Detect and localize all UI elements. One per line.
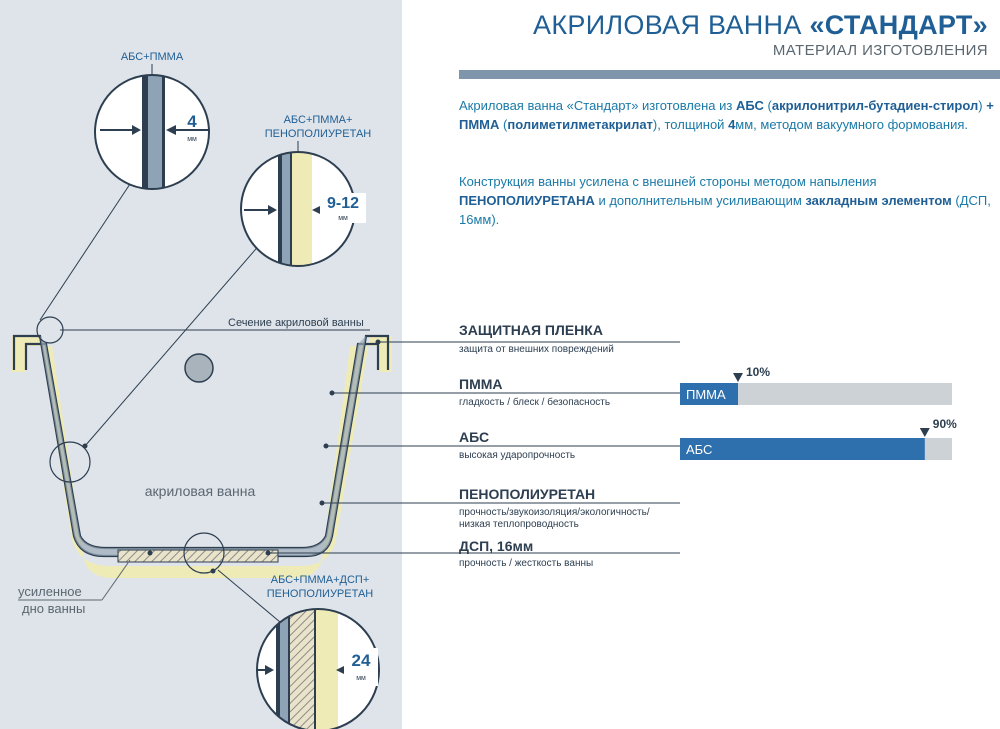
bold-text-run: полиметилметакрилат	[507, 117, 653, 132]
callout-bottom-value: 24	[351, 651, 371, 670]
bar-label: АБС	[686, 442, 713, 457]
layer-desc-foam-2: низкая теплопроводность	[459, 519, 579, 530]
layer-dot	[324, 444, 329, 449]
layer-dot	[320, 501, 325, 506]
callout-middle-title-1: АБС+ПММА+	[283, 114, 353, 126]
bold-text-run: ПЕНОПОЛИУРЕТАНА	[459, 193, 595, 208]
bar-marker	[920, 428, 930, 437]
callout-top-value: 4	[187, 112, 197, 131]
layer-name-chipboard: ДСП, 16мм	[459, 538, 534, 554]
bar-marker	[733, 373, 743, 382]
bar-percent: 10%	[746, 365, 771, 379]
bar-pmma	[680, 365, 952, 405]
layer-name-film: ЗАЩИТНАЯ ПЛЕНКА	[459, 322, 603, 338]
reinforced-label-2: дно ванны	[22, 601, 86, 616]
callout-middle-value: 9-12	[326, 195, 360, 212]
callout-bottom-title-1: АБС+ПММА+ДСП+	[270, 574, 370, 586]
callout-bottom-title-2: ПЕНОПОЛИУРЕТАН	[266, 588, 374, 600]
layer-dot	[376, 340, 381, 345]
callout-bottom	[257, 574, 379, 729]
bold-text-run: акрилонитрил-бутадиен-стирол	[771, 98, 979, 113]
layer-desc-film: защита от внешних повреждений	[459, 344, 614, 355]
layer-name-abs: АБС	[459, 429, 490, 445]
bar-label: ПММА	[686, 387, 726, 402]
text-run: (	[763, 98, 772, 113]
text-run: (ДСП, 16мм).	[459, 193, 991, 227]
zoom-marker-top	[37, 317, 63, 343]
bar-fill	[680, 438, 925, 460]
drain-hole	[185, 354, 213, 382]
text-run: Конструкция ванны усилена с внешней стороны методом напыления	[459, 174, 877, 189]
callout-middle-title-2: ПЕНОПОЛИУРЕТАН	[264, 128, 372, 140]
page-subtitle: МАТЕРИАЛ ИЗГОТОВЛЕНИЯ	[772, 42, 988, 59]
tub-section	[12, 336, 392, 578]
layer-desc-pmma: гладкость / блеск / безопасность	[459, 397, 611, 408]
text-run: )	[978, 98, 987, 113]
bold-text-run: закладным элементом	[805, 193, 952, 208]
text-run: и дополнительным усиливающим	[594, 193, 806, 208]
layer-name-pmma: ПММА	[459, 376, 503, 392]
anchor-dot	[266, 551, 271, 556]
anchor-dot	[148, 551, 153, 556]
callout-top-title: АБС+ПММА	[120, 51, 184, 63]
callout-top	[95, 51, 210, 200]
tub-label: акриловая ванна	[144, 483, 256, 499]
composition-bars	[680, 365, 957, 460]
layer-desc-foam-1: прочность/звукоизоляция/экологичность/	[459, 507, 650, 518]
callout-leader-middle	[85, 235, 268, 446]
section-label: Сечение акриловой ванны	[228, 317, 364, 329]
bar-abs	[680, 417, 957, 460]
layer-desc-abs: высокая ударопрочность	[459, 450, 576, 461]
callout-bottom-unit: мм	[356, 675, 366, 682]
layer-desc-chipboard: прочность / жесткость ванны	[459, 558, 594, 569]
text-run: мм, методом вакуумного формования.	[735, 117, 968, 132]
layer-name-foam: ПЕНОПОЛИУРЕТАН	[459, 486, 596, 502]
chipboard-insert	[118, 550, 278, 562]
text-run: (	[499, 117, 508, 132]
bar-percent: 90%	[932, 417, 957, 431]
layer-dot	[330, 391, 335, 396]
page-title: АКРИЛОВАЯ ВАННА «СТАНДАРТ»	[533, 10, 988, 40]
callout-top-unit: мм	[187, 136, 197, 143]
reinforced-label-1: усиленное	[18, 584, 82, 599]
callout-middle-unit: мм	[338, 215, 348, 222]
bold-text-run: АБС	[735, 98, 764, 113]
bold-text-run: + ПММА	[459, 98, 994, 132]
callout-leader-top	[40, 184, 130, 320]
bold-text-run: 4	[728, 117, 736, 132]
text-run: ), толщиной	[652, 117, 729, 132]
callout-middle	[241, 114, 371, 278]
text-run: Акриловая ванна «Стандарт» изготовлена из	[459, 98, 736, 113]
